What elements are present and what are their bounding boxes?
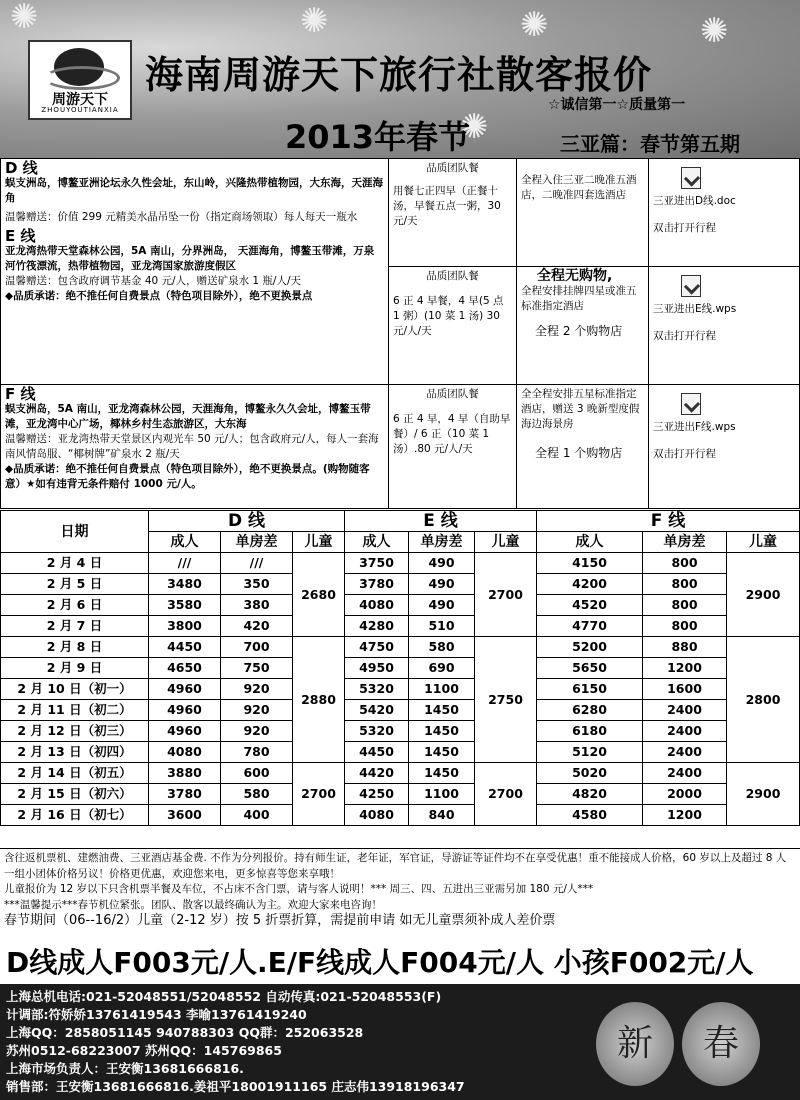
single-supplement: 780 — [221, 742, 293, 763]
single-supplement: 580 — [221, 784, 293, 805]
route-name: D 线 — [5, 159, 38, 177]
single-supplement: 920 — [221, 721, 293, 742]
route-name: E 线 — [5, 227, 36, 245]
adult-price: 4820 — [537, 784, 643, 805]
adult-price: 4200 — [537, 574, 643, 595]
adult-price: 3580 — [149, 595, 221, 616]
route-sights: 亚龙湾热带天堂森林公园，5A 南山，分界洲岛， 天涯海角，博鳌玉带滩，万泉河竹筏漂流，热带植物园，亚龙湾国家旅游度假区 — [5, 245, 375, 272]
price-row — [1, 742, 800, 763]
price-row — [1, 574, 800, 595]
route-gift: 温馨赠送：包含政府调节基金 40 元/人，赠送矿泉水 1 瓶/人/天 — [5, 275, 302, 287]
firework-icon: ✺ — [300, 1, 329, 41]
single-supplement: 880 — [643, 637, 727, 658]
document-icon[interactable] — [681, 393, 701, 415]
date-cell: 2 月 9 日 — [1, 658, 149, 679]
route-d-hotel — [517, 159, 649, 267]
route-d-meals — [389, 159, 517, 267]
price-row — [1, 679, 800, 700]
contact-line: 上海总机电话:021-52048551/52048552 自动传真:021-52048553(F) — [6, 989, 442, 1004]
single-supplement: 400 — [221, 805, 293, 826]
child-price: 2700 — [475, 763, 537, 826]
adult-price: 4960 — [149, 700, 221, 721]
route-e-doc[interactable] — [649, 267, 800, 385]
doc-filename[interactable]: 三亚进出E线.wps — [653, 303, 737, 315]
adult-price: 4250 — [345, 784, 409, 805]
group-header: D 线 — [149, 511, 345, 532]
note-line: 儿童报价为 12 岁以下只含机票半餐及车位，不占床不含门票，请与客人说明！*** 周三、四、五进出三亚需另加 180 元/人*** — [4, 883, 594, 895]
price-row — [1, 595, 800, 616]
single-supplement: /// — [221, 553, 293, 574]
route-promise: ◆品质承诺：绝不推任何自费景点（特色项目除外），绝不更换景点 — [5, 290, 313, 302]
column-header: 儿童 — [475, 532, 537, 553]
date-cell: 2 月 16 日（初七） — [1, 805, 149, 826]
date-cell: 2 月 6 日 — [1, 595, 149, 616]
group-header: E 线 — [345, 511, 537, 532]
single-supplement: 800 — [643, 574, 727, 595]
note-line: 春节期间（06--16/2）儿童（2-12 岁）按 5 折票折算，需提前申请 如无儿童票须补成人差价票 — [4, 913, 556, 928]
logo-ring-icon — [44, 66, 120, 90]
route-f-doc[interactable] — [649, 385, 800, 509]
single-supplement: 600 — [221, 763, 293, 784]
meal-label: 品质团队餐 — [426, 270, 479, 282]
column-header: 单房差 — [409, 532, 475, 553]
open-hint: 双击打开行程 — [653, 448, 716, 460]
date-cell: 2 月 10 日（初一） — [1, 679, 149, 700]
contact-line: 苏州0512-68223007 苏州QQ：145769865 — [6, 1043, 282, 1058]
adult-price: 5200 — [537, 637, 643, 658]
child-price: 2900 — [727, 763, 800, 826]
firework-icon: ✺ — [10, 0, 39, 37]
route-e-meals — [389, 267, 517, 385]
adult-price: 4650 — [149, 658, 221, 679]
no-shopping: 全程无购物, — [537, 268, 613, 284]
price-row — [1, 805, 800, 826]
adult-price: 5420 — [345, 700, 409, 721]
lantern-icon: 春 — [682, 1002, 760, 1086]
route-d-desc — [1, 159, 389, 385]
adult-price: 5320 — [345, 721, 409, 742]
date-cell: 2 月 7 日 — [1, 616, 149, 637]
meal-desc: 用餐七正四早（正餐十汤，早餐五点一粥，30 元/天 — [393, 185, 501, 227]
single-supplement: 2400 — [643, 700, 727, 721]
column-header: 儿童 — [293, 532, 345, 553]
route-section — [0, 158, 800, 510]
meal-label: 品质团队餐 — [426, 162, 479, 174]
price-row — [1, 616, 800, 637]
single-supplement: 690 — [409, 658, 475, 679]
date-cell: 2 月 13 日（初四） — [1, 742, 149, 763]
contact-line: 上海QQ：2858051145 940788303 QQ群：252063528 — [6, 1025, 364, 1040]
date-cell: 2 月 5 日 — [1, 574, 149, 595]
route-gift: 温馨赠送：价值 299 元精美水晶吊坠一份（指定商场领取）每人每天一瓶水 — [5, 211, 358, 223]
single-supplement: 1200 — [643, 658, 727, 679]
shop-count: 全程 1 个购物店 — [535, 446, 623, 460]
logo-en-text: ZHOUYOUTIANXIA — [41, 106, 119, 114]
adult-price: 4770 — [537, 616, 643, 637]
adult-price: 6180 — [537, 721, 643, 742]
price-row — [1, 721, 800, 742]
route-name: F 线 — [5, 385, 36, 403]
meal-label: 品质团队餐 — [426, 388, 479, 400]
year-heading: 2013年春节 — [285, 118, 471, 156]
single-supplement: 380 — [221, 595, 293, 616]
adult-price: 4150 — [537, 553, 643, 574]
single-supplement: 510 — [409, 616, 475, 637]
price-row — [1, 637, 800, 658]
open-hint: 双击打开行程 — [653, 330, 716, 342]
child-price: 2880 — [293, 637, 345, 763]
single-supplement: 490 — [409, 553, 475, 574]
contact-line: 上海市场负责人：王安衡13681666816. — [6, 1061, 244, 1076]
header-banner — [0, 0, 800, 158]
route-sights: 蜈支洲岛，5A 南山，亚龙湾森林公园，天涯海角，博鳌永久久会址，博鳌玉带滩，亚龙湾中心广场，椰林乡村生态旅游区，大东海 — [5, 403, 371, 430]
single-supplement: 1450 — [409, 721, 475, 742]
adult-price: 3600 — [149, 805, 221, 826]
contact-section — [0, 984, 800, 1100]
group-header: F 线 — [537, 511, 800, 532]
price-row — [1, 553, 800, 574]
route-gift: 温馨赠送：亚龙湾热带天堂景区内观光车 50 元/人；包含政府元/人，每人一套海南风情岛服、“椰树牌”矿泉水 2 瓶/天 — [5, 433, 379, 460]
single-supplement: 420 — [221, 616, 293, 637]
date-cell: 2 月 15 日（初六） — [1, 784, 149, 805]
single-supplement: 800 — [643, 616, 727, 637]
single-supplement: 700 — [221, 637, 293, 658]
single-supplement: 350 — [221, 574, 293, 595]
firework-icon: ✺ — [520, 5, 549, 45]
adult-price: 4580 — [537, 805, 643, 826]
single-supplement: 1450 — [409, 742, 475, 763]
note-line: ***温馨提示***春节机位紧张。团队、散客以最终确认为主。欢迎大家来电咨询！ — [4, 898, 382, 911]
meal-desc: 6 正 4 早餐，4 早(5 点 1 粥）(10 菜 1 汤) 30 元/人/天 — [393, 295, 504, 337]
child-price: 2750 — [475, 637, 537, 763]
firework-icon: ✺ — [700, 11, 729, 51]
single-supplement: 1450 — [409, 700, 475, 721]
single-supplement: 840 — [409, 805, 475, 826]
child-price: 2680 — [293, 553, 345, 637]
single-supplement: 800 — [643, 553, 727, 574]
child-price: 2700 — [475, 553, 537, 637]
contact-line: 销售部：王安衡13681666816.姜祖平18001911165 庄志伟13918196347 — [6, 1079, 465, 1094]
adult-price: 4080 — [345, 595, 409, 616]
price-row — [1, 700, 800, 721]
route-promise: ◆品质承诺：绝不推任何自费景点（特色项目除外），绝不更换景点。(购物随客意）★如有违背无条件赔付 1000 元/人。 — [5, 463, 370, 490]
price-row — [1, 784, 800, 805]
hotel-desc: 全程安排挂牌四星或准五标准指定酒店 — [521, 285, 637, 312]
firework-icon: ✺ — [460, 107, 489, 147]
adult-price: /// — [149, 553, 221, 574]
price-row — [1, 763, 800, 784]
meal-desc: 6 正 4 早，4 早（自助早餐）/ 6 正（10 菜 1 汤）.80 元/人/天 — [393, 413, 511, 455]
date-cell: 2 月 12 日（初三） — [1, 721, 149, 742]
column-header: 单房差 — [643, 532, 727, 553]
adult-price: 5650 — [537, 658, 643, 679]
route-e-hotel — [517, 267, 649, 385]
adult-price: 6150 — [537, 679, 643, 700]
route-f-desc — [1, 385, 389, 509]
adult-price: 3800 — [149, 616, 221, 637]
route-sights: 蜈支洲岛，博鳌亚洲论坛永久性会址，东山岭，兴隆热带植物园，大东海，天涯海角 — [5, 177, 383, 204]
column-header: 成人 — [537, 532, 643, 553]
column-header: 单房差 — [221, 532, 293, 553]
adult-price: 4080 — [149, 742, 221, 763]
date-cell: 2 月 11 日（初二） — [1, 700, 149, 721]
open-hint: 双击打开行程 — [653, 222, 716, 234]
doc-filename[interactable]: 三亚进出D线.doc — [653, 195, 736, 207]
hotel-desc: 全程入住三亚二晚准五酒店，二晚准四套选酒店 — [521, 174, 637, 201]
hotel-desc: 全全程安排五星标准指定酒店，赠送 3 晚新型度假海边海景房 — [521, 388, 640, 430]
single-supplement: 920 — [221, 679, 293, 700]
adult-price: 4450 — [149, 637, 221, 658]
promo-line: D线成人F003元/人.E/F线成人F004元/人 小孩F002元/人 — [6, 946, 754, 979]
single-supplement: 2400 — [643, 742, 727, 763]
adult-price: 4450 — [345, 742, 409, 763]
adult-price: 4280 — [345, 616, 409, 637]
adult-price: 4750 — [345, 637, 409, 658]
date-cell: 2 月 8 日 — [1, 637, 149, 658]
date-cell: 2 月 14 日（初五） — [1, 763, 149, 784]
single-supplement: 1100 — [409, 784, 475, 805]
adult-price: 4960 — [149, 721, 221, 742]
document-icon[interactable] — [681, 275, 701, 297]
motto: ☆诚信第一☆质量第一 — [548, 97, 686, 113]
price-row — [1, 658, 800, 679]
date-cell: 2 月 4 日 — [1, 553, 149, 574]
adult-price: 4420 — [345, 763, 409, 784]
page-title: 海南周游天下旅行社散客报价 — [145, 53, 653, 97]
adult-price: 5320 — [345, 679, 409, 700]
single-supplement: 1600 — [643, 679, 727, 700]
subtitle: 三亚篇：春节第五期 — [560, 132, 740, 156]
notes-section — [0, 848, 800, 940]
adult-price: 6280 — [537, 700, 643, 721]
single-supplement: 1100 — [409, 679, 475, 700]
single-supplement: 490 — [409, 595, 475, 616]
adult-price: 3780 — [149, 784, 221, 805]
adult-price: 4950 — [345, 658, 409, 679]
single-supplement: 490 — [409, 574, 475, 595]
date-header: 日期 — [1, 511, 149, 553]
doc-filename[interactable]: 三亚进出F线.wps — [653, 421, 736, 433]
column-header: 儿童 — [727, 532, 800, 553]
column-header: 成人 — [149, 532, 221, 553]
adult-price: 3880 — [149, 763, 221, 784]
contact-line: 计调部:符娇娇13761419543 李喻13761419240 — [6, 1007, 307, 1022]
column-header: 成人 — [345, 532, 409, 553]
adult-price: 3780 — [345, 574, 409, 595]
single-supplement: 750 — [221, 658, 293, 679]
single-supplement: 2400 — [643, 721, 727, 742]
adult-price: 4960 — [149, 679, 221, 700]
adult-price: 3480 — [149, 574, 221, 595]
price-table — [0, 510, 800, 826]
child-price: 2800 — [727, 637, 800, 763]
note-line: 含往返机票机、建燃油费、三亚酒店基金费. 不作为分列报价。持有师生证，老年证，军官证，导游证等证件均不在享受优惠！重不能接成人价格，60 岁以上及超过 8 人一组小团体价格另议！价格更优惠，欢迎您来电，更多惊喜等您来享哦！ — [4, 852, 787, 880]
route-f-hotel — [517, 385, 649, 509]
single-supplement: 2000 — [643, 784, 727, 805]
adult-price: 4520 — [537, 595, 643, 616]
logo-text: 周游天下 — [52, 92, 108, 108]
single-supplement: 580 — [409, 637, 475, 658]
lantern-icon: 新 — [596, 1002, 674, 1086]
route-f-meals — [389, 385, 517, 509]
document-icon[interactable] — [681, 167, 701, 189]
single-supplement: 2400 — [643, 763, 727, 784]
single-supplement: 1450 — [409, 763, 475, 784]
child-price: 2900 — [727, 553, 800, 637]
adult-price: 4080 — [345, 805, 409, 826]
single-supplement: 920 — [221, 700, 293, 721]
adult-price: 5020 — [537, 763, 643, 784]
adult-price: 5120 — [537, 742, 643, 763]
child-price: 2700 — [293, 763, 345, 826]
single-supplement: 800 — [643, 595, 727, 616]
route-d-doc[interactable] — [649, 159, 800, 267]
single-supplement: 1200 — [643, 805, 727, 826]
adult-price: 3750 — [345, 553, 409, 574]
company-logo — [28, 40, 132, 120]
shop-count: 全程 2 个购物店 — [535, 324, 623, 338]
